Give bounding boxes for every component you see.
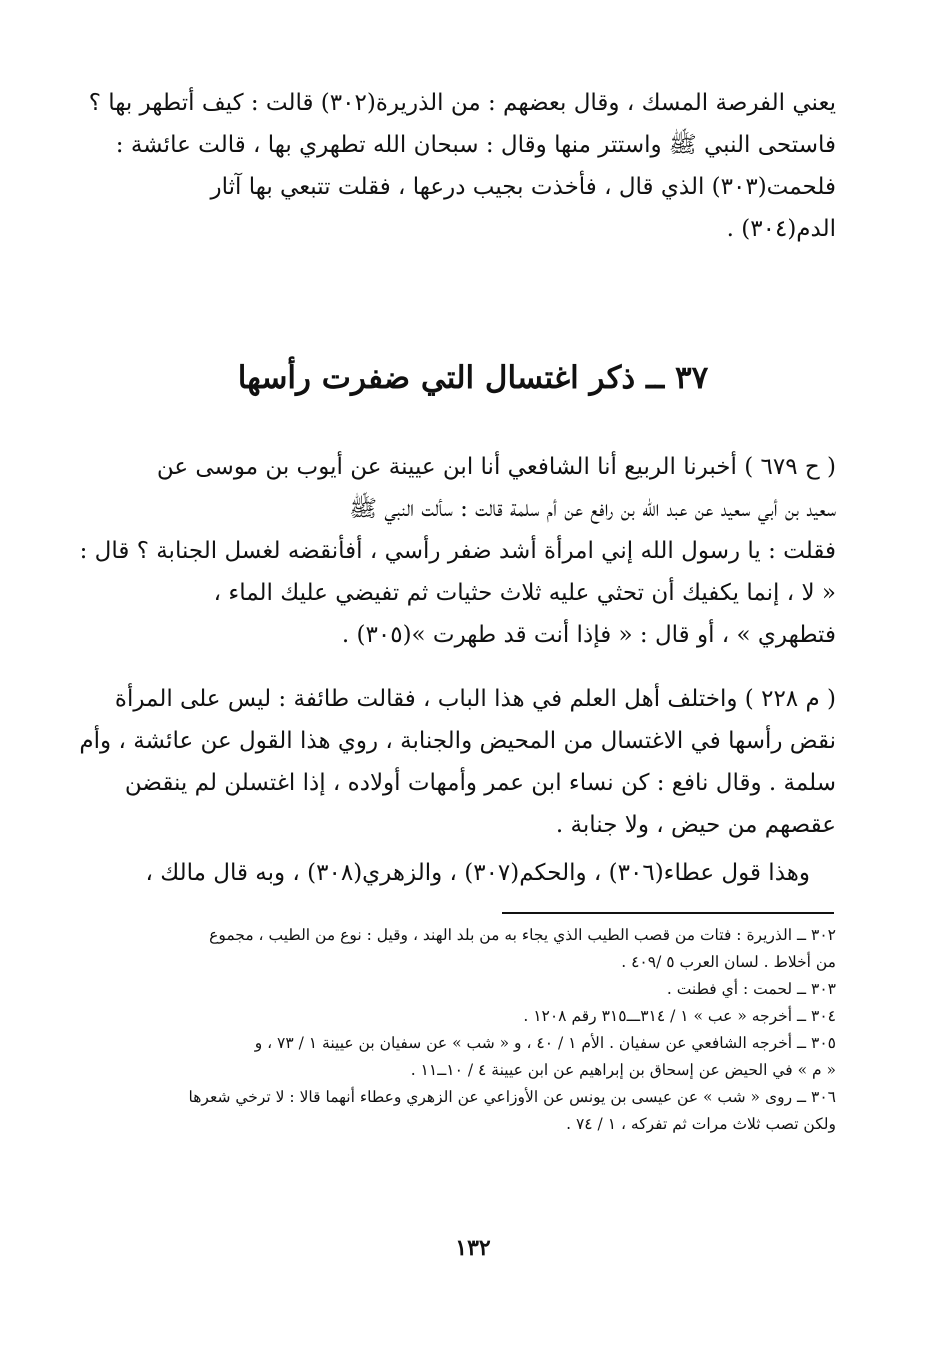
- footnote-line: ولكن تصب ثلاث مرات ثم تفركه ، ١ / ٧٤ .: [566, 1115, 836, 1133]
- text-line: ( ح ٦٧٩ ) أخبرنا الربيع أنا الشافعي أنا ابن عيينة عن أيوب بن موسى عن: [156, 454, 836, 480]
- text-line: سعيد بن أبي سعيد عن عبد الله بن رافع عن أم سلمة قالت : سألت النبي ﷺ: [349, 496, 836, 522]
- footnote-302: [136, 922, 836, 976]
- footnote-line: من أخلاط . لسان العرب ٥ /٤٠٩ .: [621, 953, 836, 971]
- footnote-303: [136, 976, 836, 1003]
- last-paragraph: [141, 852, 810, 894]
- footnote-line: ٣٠٦ ــ روى « شب » عن عيسى بن يونس عن الأوزاعي عن الزهري وعطاء أنهما قالا : لا ترخي شعرها: [188, 1088, 836, 1106]
- footnote-separator: [502, 912, 834, 914]
- text-line: وهذا قول عطاء(٣٠٦) ، والحكم(٣٠٧) ، والزهري(٣٠٨) ، وبه قال مالك ،: [145, 860, 810, 886]
- text-line: عقصهم من حيض ، ولا جنابة .: [555, 812, 836, 838]
- page-number: ١٣٢: [455, 1235, 491, 1261]
- text-line: الدم(٣٠٤) .: [726, 216, 836, 242]
- footnote-304: [136, 1003, 836, 1030]
- text-line: نقض رأسها في الاغتسال من المحيض والجنابة ، روي هذا القول عن عائشة ، وأم: [79, 728, 836, 754]
- text-line: « لا ، إنما يكفيك أن تحثي عليه ثلاث حثيات ثم تفيضي عليك الماء ،: [213, 580, 836, 606]
- hadith-paragraph: [79, 446, 836, 656]
- footnote-line: ٣٠٢ ــ الذريرة : فتات من قصب الطيب الذي يجاء به من بلد الهند ، وقيل : نوع من الطيب ، مجموع: [209, 926, 836, 944]
- masail-paragraph: [79, 678, 836, 846]
- footnote-line: ٣٠٤ ــ أخرجه « عب » ١ / ٣١٤ـــ٣١٥ رقم ١٢٠٨ .: [523, 1007, 836, 1025]
- footnote-line: « م » في الحيض عن إسحاق بن إبراهيم عن ابن عيينة ٤ / ١٠ــ١١ .: [410, 1061, 836, 1079]
- text-line: يعني الفرصة المسك ، وقال بعضهم : من الذريرة(٣٠٢) قالت : كيف أتطهر بها ؟: [88, 90, 836, 116]
- text-line: سلمة . وقال نافع : كن نساء ابن عمر وأمهات أولاده ، إذا اغتسلن لم ينقضن: [124, 770, 836, 796]
- footnote-305: [136, 1030, 836, 1084]
- footnote-line: ٣٠٥ ــ أخرجه الشافعي عن سفيان . الأم ١ / ٤٠ ، و « شب » عن سفيان بن عيينة ١ / ٧٣ ، و: [254, 1034, 836, 1052]
- footnote-306: [136, 1084, 836, 1138]
- chapter-heading: ٣٧ ــ ذكر اغتسال التي ضفرت رأسها: [237, 360, 709, 396]
- text-line: ( م ٢٢٨ ) واختلف أهل العلم في هذا الباب ، فقالت طائفة : ليس على المرأة: [114, 686, 836, 712]
- text-line: فاستحى النبي ﷺ واستتر منها وقال : سبحان الله تطهري بها ، قالت عائشة :: [115, 132, 836, 158]
- text-line: فتطهري » ، أو قال : « فإذا أنت قد طهرت »(٣٠٥) .: [341, 622, 836, 648]
- text-line: فقلت : يا رسول الله إني امرأة أشد ضفر رأسي ، أفأنقضه لغسل الجنابة ؟ قال :: [79, 538, 836, 564]
- footnote-line: ٣٠٣ ــ لحمت : أي فطنت .: [666, 980, 836, 998]
- top-paragraph: [88, 82, 836, 250]
- text-line: فلحمت(٣٠٣) الذي قال ، فأخذت بجيب درعها ، فقلت تتبعي بها آثار: [210, 174, 836, 200]
- footnotes: [136, 922, 836, 1138]
